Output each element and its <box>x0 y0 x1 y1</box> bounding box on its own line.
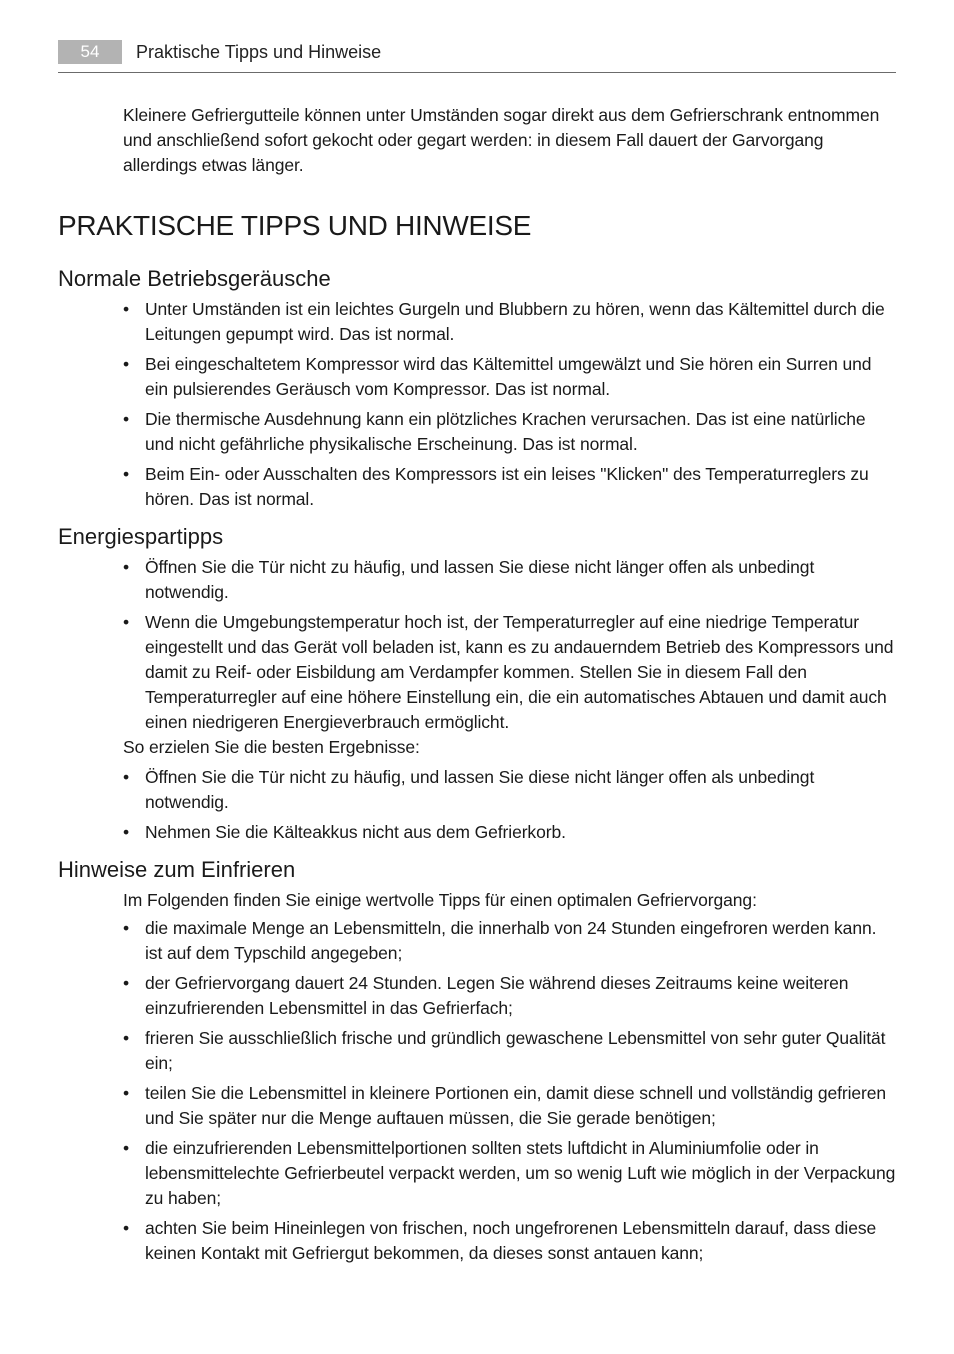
list-item: • Öffnen Sie die Tür nicht zu häufig, und lassen Sie diese nicht länger offen als unbedingt notwendig. <box>58 555 896 605</box>
list-item: • Öffnen Sie die Tür nicht zu häufig, und lassen Sie diese nicht länger offen als unbedingt notwendig. <box>58 765 896 815</box>
list-item: • Beim Ein- oder Ausschalten des Kompressors ist ein leises "Klicken" des Temperaturreglers zu hören. Das ist normal. <box>58 462 896 512</box>
bullet-list <box>58 555 896 735</box>
list-item: • Bei eingeschaltetem Kompressor wird das Kältemittel umgewälzt und Sie hören ein Surren und ein pulsierendes Geräusch vom Kompressor. Das ist normal. <box>58 352 896 402</box>
list-item: • Wenn die Umgebungstemperatur hoch ist, der Temperaturregler auf eine niedrige Temperatur eingestellt und das Gerät voll beladen ist, kann es zu andauerndem Betrieb des Kompressors und damit zu Reif- oder Eisbildung am Verdampfer kommen. Stellen Sie in diesem Fall den Temperaturregler auf eine höhere Einstellung ein, die ein automatisches Abtauen und damit auch einen niedrigeren Energieverbrauch ermöglicht. <box>58 610 896 735</box>
page-header <box>58 40 896 73</box>
page-number: 54 <box>58 40 122 64</box>
section-note: So erzielen Sie die besten Ergebnisse: <box>123 737 420 757</box>
list-item: • frieren Sie ausschließlich frische und gründlich gewaschene Lebensmittel von sehr guter Qualität ein; <box>58 1026 896 1076</box>
page-content <box>58 103 896 1271</box>
section-lead: Im Folgenden finden Sie einige wertvolle Tipps für einen optimalen Gefriervorgang: <box>123 890 757 910</box>
section-operating-noises <box>58 264 896 512</box>
running-header-title: Praktische Tipps und Hinweise <box>136 42 382 62</box>
bullet-list <box>58 765 896 845</box>
list-item: • die maximale Menge an Lebensmitteln, die innerhalb von 24 Stunden eingefroren werden kann. ist auf dem Typschild angegeben; <box>58 916 896 966</box>
section-heading: Hinweise zum Einfrieren <box>58 857 296 882</box>
main-title: PRAKTISCHE TIPPS UND HINWEISE <box>58 210 532 241</box>
bullet-list <box>58 916 896 1266</box>
list-item: • die einzufrierenden Lebensmittelportionen sollten stets luftdicht in Aluminiumfolie oder in lebensmittelechte Gefrierbeutel verpackt werden, um so wenig Luft wie möglich in der Verpackung zu haben; <box>58 1136 896 1211</box>
section-freezing-tips <box>58 855 896 1266</box>
list-item: • teilen Sie die Lebensmittel in kleinere Portionen ein, damit diese schnell und vollständig gefrieren und Sie später nur die Menge auftauen müssen, die Sie gerade benötigen; <box>58 1081 896 1131</box>
section-heading: Normale Betriebsgeräusche <box>58 266 331 291</box>
section-energy-tips <box>58 522 896 845</box>
list-item: • Die thermische Ausdehnung kann ein plötzliches Krachen verursachen. Das ist eine natürliche und nicht gefährliche physikalische Erscheinung. Das ist normal. <box>58 407 896 457</box>
list-item: • achten Sie beim Hineinlegen von frischen, noch ungefrorenen Lebensmitteln darauf, dass diese keinen Kontakt mit Gefriergut bekommen, da dieses sonst antauen kann; <box>58 1216 896 1266</box>
list-item: • Nehmen Sie die Kälteakkus nicht aus dem Gefrierkorb. <box>58 820 896 845</box>
list-item: • Unter Umständen ist ein leichtes Gurgeln und Blubbern zu hören, wenn das Kältemittel durch die Leitungen gepumpt wird. Das ist normal. <box>58 297 896 347</box>
section-heading: Energiespartipps <box>58 524 224 549</box>
intro-paragraph: Kleinere Gefriergutteile können unter Umständen sogar direkt aus dem Gefrierschrank entnommen und anschließend sofort gekocht oder gegart werden: in diesem Fall dauert der Garvorgang allerdings etwas länger. <box>123 105 880 175</box>
list-item: • der Gefriervorgang dauert 24 Stunden. Legen Sie während dieses Zeitraums keine weiteren einzufrierenden Lebensmittel in das Gefrierfach; <box>58 971 896 1021</box>
bullet-list <box>58 297 896 512</box>
